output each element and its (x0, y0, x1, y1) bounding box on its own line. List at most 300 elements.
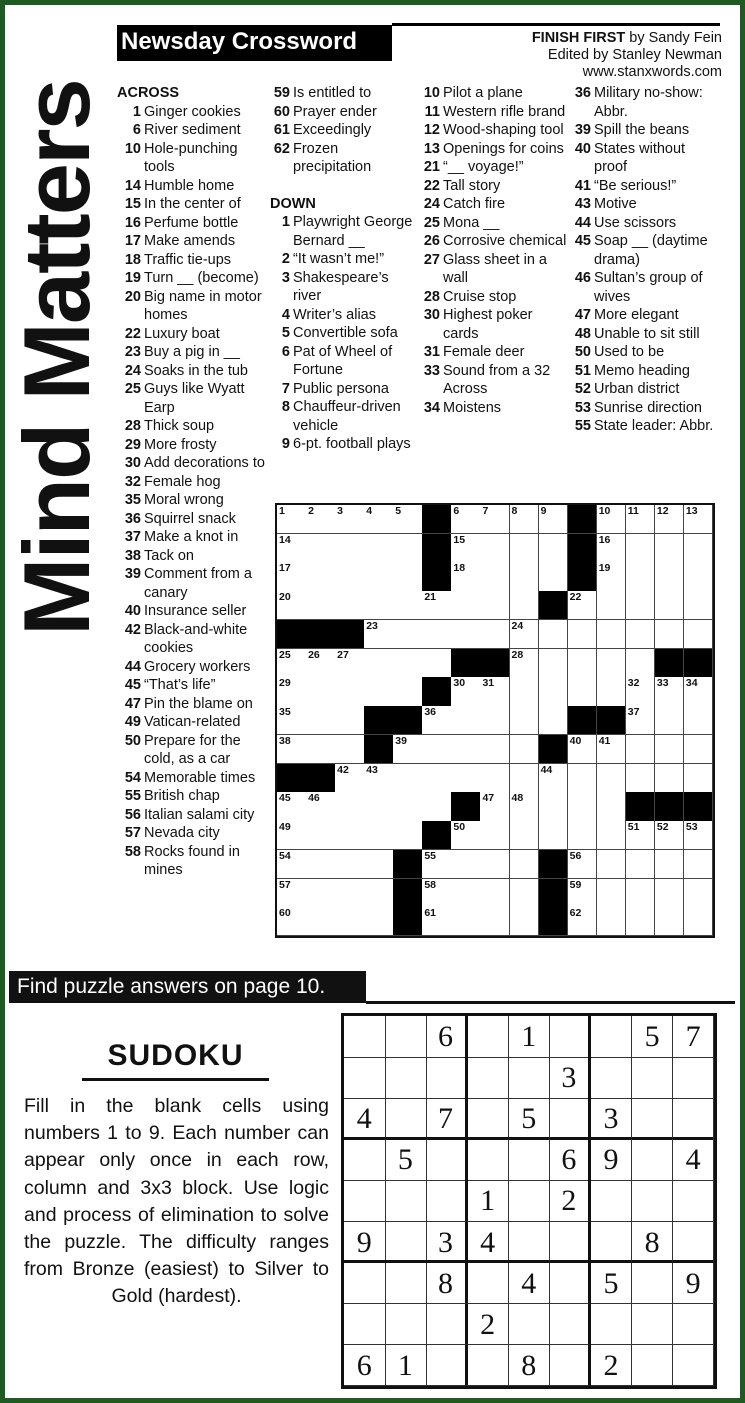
crossword-cell[interactable] (277, 735, 307, 764)
clue-number: 16 (124, 214, 141, 231)
crossword-cell[interactable] (655, 505, 685, 534)
sudoku-cell[interactable] (426, 1304, 468, 1346)
crossword-cell[interactable] (510, 792, 540, 821)
crossword-cell[interactable] (626, 591, 656, 620)
crossword-cell[interactable] (393, 764, 423, 793)
clue (418, 177, 568, 196)
crossword-cell[interactable] (510, 649, 540, 678)
crossword-cell[interactable] (626, 850, 656, 879)
clue-text: Spill the beans (594, 122, 690, 138)
crossword-cell[interactable] (393, 562, 423, 591)
sudoku-cell[interactable] (385, 1180, 427, 1222)
black-square (306, 620, 336, 649)
black-square (364, 735, 394, 764)
crossword-cell[interactable] (364, 505, 394, 534)
crossword-cell[interactable] (480, 620, 510, 649)
crossword-cell[interactable] (335, 505, 365, 534)
crossword-cell[interactable] (480, 850, 510, 879)
crossword-cell[interactable] (393, 649, 423, 678)
crossword-cell[interactable] (306, 649, 336, 678)
sudoku-cell[interactable] (591, 1180, 633, 1222)
crossword-cell[interactable] (335, 850, 365, 879)
crossword-cell[interactable] (655, 534, 685, 563)
crossword-cell[interactable] (480, 907, 510, 936)
crossword-cell[interactable] (568, 821, 598, 850)
crossword-cell[interactable] (451, 620, 481, 649)
crossword-cell[interactable] (655, 821, 685, 850)
crossword-cell[interactable] (510, 735, 540, 764)
clue-number: 2 (281, 251, 290, 267)
crossword-cell[interactable] (306, 879, 336, 908)
crossword-cell[interactable] (277, 649, 307, 678)
crossword-cell[interactable] (451, 764, 481, 793)
sudoku-cell[interactable] (385, 1263, 427, 1305)
crossword-cell[interactable] (626, 649, 656, 678)
sudoku-cell[interactable] (426, 1345, 468, 1387)
clue-text: Perfume bottle (144, 214, 239, 231)
sudoku-cell[interactable] (673, 1180, 715, 1222)
sudoku-cell[interactable] (591, 1016, 633, 1058)
sudoku-cell[interactable] (550, 1016, 592, 1058)
crossword-cell[interactable] (364, 879, 394, 908)
crossword-cell[interactable] (364, 907, 394, 936)
crossword-cell[interactable] (306, 706, 336, 735)
crossword-cell[interactable] (655, 620, 685, 649)
clue-column-4 (569, 84, 719, 436)
crossword-cell[interactable] (597, 562, 627, 591)
crossword-cell[interactable] (684, 850, 714, 879)
crossword-cell[interactable] (568, 879, 598, 908)
clue (569, 84, 719, 121)
crossword-cell[interactable] (568, 677, 598, 706)
clue-text: In the center of (144, 196, 241, 212)
crossword-cell[interactable] (597, 879, 627, 908)
crossword-cell[interactable] (335, 879, 365, 908)
crossword-cell[interactable] (480, 792, 510, 821)
sudoku-cell[interactable] (550, 1345, 592, 1387)
sudoku-cell[interactable] (550, 1098, 592, 1140)
clue-text: Sultan’s group of wives (594, 270, 703, 305)
crossword-cell[interactable] (510, 677, 540, 706)
crossword-cell[interactable] (539, 534, 569, 563)
sudoku-cell[interactable] (550, 1222, 592, 1264)
sudoku-cell[interactable] (467, 1345, 509, 1387)
crossword-cell[interactable] (451, 735, 481, 764)
crossword-cell[interactable] (568, 764, 598, 793)
sudoku-cell[interactable] (591, 1304, 633, 1346)
sudoku-cell[interactable] (632, 1263, 674, 1305)
clue-number: 14 (124, 177, 141, 194)
crossword-cell[interactable] (480, 505, 510, 534)
crossword-cell[interactable] (277, 850, 307, 879)
crossword-cell[interactable] (510, 562, 540, 591)
crossword-cell[interactable] (364, 677, 394, 706)
crossword-cell[interactable] (626, 821, 656, 850)
crossword-cell[interactable] (684, 706, 714, 735)
crossword-cell[interactable] (684, 620, 714, 649)
crossword-cell[interactable] (684, 821, 714, 850)
crossword-cell[interactable] (422, 907, 452, 936)
crossword-cell[interactable] (422, 735, 452, 764)
crossword-cell[interactable] (626, 706, 656, 735)
clue-number: 62 (273, 140, 290, 157)
clue-number: 1 (132, 103, 141, 120)
crossword-cell[interactable] (451, 562, 481, 591)
crossword-cell[interactable] (364, 591, 394, 620)
clue (569, 177, 719, 196)
crossword-cell[interactable] (597, 821, 627, 850)
crossword-cell[interactable] (306, 735, 336, 764)
sudoku-cell[interactable] (550, 1263, 592, 1305)
crossword-cell[interactable] (539, 821, 569, 850)
crossword-cell[interactable] (510, 706, 540, 735)
clue-column-1 (117, 84, 267, 880)
crossword-cell[interactable] (422, 591, 452, 620)
crossword-cell[interactable] (480, 677, 510, 706)
crossword-cell[interactable] (422, 792, 452, 821)
sudoku-cell[interactable] (385, 1057, 427, 1099)
crossword-cell[interactable] (277, 879, 307, 908)
crossword-cell[interactable] (451, 534, 481, 563)
crossword-cell[interactable] (655, 677, 685, 706)
crossword-cell[interactable] (655, 562, 685, 591)
crossword-cell[interactable] (451, 677, 481, 706)
clue-text: “That’s life” (144, 677, 216, 693)
sudoku-cell[interactable] (673, 1222, 715, 1264)
clue-text: Pin the blame on (144, 695, 253, 712)
crossword-cell[interactable] (597, 764, 627, 793)
crossword-cell[interactable] (364, 534, 394, 563)
sudoku-cell[interactable] (508, 1304, 550, 1346)
crossword-cell[interactable] (393, 505, 423, 534)
crossword-cell[interactable] (568, 735, 598, 764)
crossword-cell[interactable] (277, 821, 307, 850)
crossword-cell[interactable] (539, 649, 569, 678)
sudoku-cell[interactable] (385, 1304, 427, 1346)
crossword-cell[interactable] (335, 764, 365, 793)
crossword-cell[interactable] (451, 591, 481, 620)
sudoku-cell[interactable] (632, 1345, 674, 1387)
crossword-cell[interactable] (393, 677, 423, 706)
sudoku-cell[interactable] (550, 1304, 592, 1346)
cell-number: 51 (627, 821, 640, 834)
crossword-cell[interactable] (277, 562, 307, 591)
crossword-cell[interactable] (306, 792, 336, 821)
crossword-cell[interactable] (510, 879, 540, 908)
crossword-cell[interactable] (684, 591, 714, 620)
sudoku-cell[interactable] (591, 1222, 633, 1264)
crossword-cell[interactable] (684, 562, 714, 591)
crossword-cell[interactable] (364, 649, 394, 678)
clue-text: Shakespeare’s river (293, 269, 389, 304)
crossword-cell[interactable] (335, 907, 365, 936)
sudoku-cell[interactable] (673, 1057, 715, 1099)
crossword-cell[interactable] (684, 764, 714, 793)
crossword-cell[interactable] (451, 821, 481, 850)
sudoku-cell[interactable] (344, 1263, 386, 1305)
crossword-cell[interactable] (684, 505, 714, 534)
crossword-cell[interactable] (393, 534, 423, 563)
crossword-cell[interactable] (684, 735, 714, 764)
crossword-cell[interactable] (480, 764, 510, 793)
sudoku-cell[interactable] (632, 1098, 674, 1140)
crossword-cell[interactable] (393, 821, 423, 850)
sudoku-given: 5 (385, 1139, 427, 1181)
crossword-cell[interactable] (422, 649, 452, 678)
crossword-cell[interactable] (364, 764, 394, 793)
crossword-cell[interactable] (393, 735, 423, 764)
crossword-cell[interactable] (393, 792, 423, 821)
crossword-cell[interactable] (422, 764, 452, 793)
clue-number: 59 (273, 85, 290, 101)
black-square (655, 649, 685, 678)
crossword-cell[interactable] (655, 735, 685, 764)
crossword-cell[interactable] (597, 591, 627, 620)
crossword-cell[interactable] (597, 534, 627, 563)
black-square (393, 850, 423, 879)
crossword-cell[interactable] (539, 562, 569, 591)
crossword-cell[interactable] (597, 620, 627, 649)
cell-number: 37 (627, 706, 640, 719)
sudoku-given: 5 (591, 1263, 633, 1305)
sudoku-cell[interactable] (344, 1016, 386, 1058)
sudoku-cell[interactable] (426, 1139, 468, 1181)
crossword-cell[interactable] (655, 850, 685, 879)
sudoku-cell[interactable] (508, 1180, 550, 1222)
crossword-cell[interactable] (480, 534, 510, 563)
crossword-cell[interactable] (510, 821, 540, 850)
crossword-cell[interactable] (480, 591, 510, 620)
crossword-cell[interactable] (539, 505, 569, 534)
sudoku-cell[interactable] (508, 1222, 550, 1264)
sudoku-cell[interactable] (467, 1139, 509, 1181)
crossword-cell[interactable] (451, 850, 481, 879)
clue (117, 528, 267, 547)
crossword-cell[interactable] (568, 649, 598, 678)
crossword-cell[interactable] (480, 879, 510, 908)
crossword-cell[interactable] (277, 505, 307, 534)
cell-number: 3 (337, 505, 343, 517)
crossword-cell[interactable] (480, 735, 510, 764)
cell-number: 1 (279, 505, 285, 517)
sudoku-given: 9 (591, 1139, 633, 1181)
black-square (277, 620, 307, 649)
crossword-cell[interactable] (306, 505, 336, 534)
crossword-cell[interactable] (393, 591, 423, 620)
crossword-cell[interactable] (597, 649, 627, 678)
sudoku-given: 1 (467, 1180, 509, 1222)
crossword-cell[interactable] (277, 907, 307, 936)
crossword-cell[interactable] (422, 879, 452, 908)
crossword-cell[interactable] (335, 792, 365, 821)
sudoku-cell[interactable] (467, 1016, 509, 1058)
crossword-cell[interactable] (422, 706, 452, 735)
sudoku-cell[interactable] (344, 1180, 386, 1222)
sudoku-cell[interactable] (591, 1057, 633, 1099)
crossword-cell[interactable] (510, 591, 540, 620)
crossword-cell[interactable] (335, 821, 365, 850)
crossword-cell[interactable] (451, 505, 481, 534)
crossword-cell[interactable] (335, 534, 365, 563)
sudoku-cell[interactable] (467, 1098, 509, 1140)
crossword-cell[interactable] (539, 620, 569, 649)
sudoku-cell[interactable] (344, 1304, 386, 1346)
crossword-cell[interactable] (597, 735, 627, 764)
crossword-cell[interactable] (364, 792, 394, 821)
crossword-cell[interactable] (510, 907, 540, 936)
crossword-cell[interactable] (480, 821, 510, 850)
sudoku-cell[interactable] (385, 1016, 427, 1058)
crossword-cell[interactable] (480, 706, 510, 735)
crossword-cell[interactable] (277, 534, 307, 563)
crossword-cell[interactable] (568, 620, 598, 649)
crossword-cell[interactable] (597, 907, 627, 936)
crossword-cell[interactable] (684, 879, 714, 908)
sudoku-cell[interactable] (673, 1345, 715, 1387)
crossword-cell[interactable] (335, 562, 365, 591)
clue-number: 47 (124, 695, 141, 712)
crossword-cell[interactable] (539, 677, 569, 706)
sudoku-cell[interactable] (344, 1057, 386, 1099)
sudoku-cell[interactable] (426, 1057, 468, 1099)
clue-number: 37 (124, 529, 141, 545)
crossword-cell[interactable] (335, 649, 365, 678)
crossword-cell[interactable] (655, 591, 685, 620)
crossword-cell[interactable] (306, 534, 336, 563)
sudoku-cell[interactable] (385, 1222, 427, 1264)
crossword-cell[interactable] (335, 591, 365, 620)
crossword-cell[interactable] (277, 792, 307, 821)
crossword-cell[interactable] (568, 907, 598, 936)
crossword-cell[interactable] (655, 706, 685, 735)
crossword-cell[interactable] (510, 850, 540, 879)
sudoku-cell[interactable] (508, 1057, 550, 1099)
sudoku-cell[interactable] (673, 1304, 715, 1346)
crossword-cell[interactable] (539, 764, 569, 793)
crossword-cell[interactable] (568, 792, 598, 821)
sudoku-cell[interactable] (632, 1057, 674, 1099)
crossword-cell[interactable] (451, 879, 481, 908)
cell-number: 44 (540, 763, 553, 776)
crossword-cell[interactable] (655, 907, 685, 936)
crossword-cell[interactable] (393, 620, 423, 649)
clue-number: 55 (574, 418, 591, 434)
crossword-cell[interactable] (684, 677, 714, 706)
crossword-cell[interactable] (626, 764, 656, 793)
clue-number: 47 (574, 307, 591, 323)
clue-text: Humble home (144, 177, 235, 194)
clue-text: Big name in motor homes (144, 288, 262, 323)
crossword-cell[interactable] (451, 907, 481, 936)
crossword-cell[interactable] (277, 706, 307, 735)
crossword-cell[interactable] (364, 850, 394, 879)
crossword-cell[interactable] (306, 821, 336, 850)
sudoku-cell[interactable] (632, 1139, 674, 1181)
crossword-cell[interactable] (597, 677, 627, 706)
crossword-cell[interactable] (626, 735, 656, 764)
crossword-cell[interactable] (510, 764, 540, 793)
crossword-cell[interactable] (626, 677, 656, 706)
clue-text: Black-and-white cookies (144, 621, 248, 656)
sudoku-cell[interactable] (344, 1139, 386, 1181)
crossword-cell[interactable] (277, 677, 307, 706)
crossword-cell[interactable] (306, 562, 336, 591)
crossword-cell[interactable] (539, 706, 569, 735)
crossword-cell[interactable] (626, 879, 656, 908)
crossword-cell[interactable] (306, 677, 336, 706)
clue-number: 40 (574, 140, 591, 157)
clue-column-3 (418, 84, 568, 417)
clue (569, 343, 719, 362)
clue-number: 51 (574, 362, 591, 379)
crossword-cell[interactable] (626, 562, 656, 591)
clue-number: 48 (574, 325, 591, 342)
crossword-cell[interactable] (451, 706, 481, 735)
crossword-cell[interactable] (510, 505, 540, 534)
sudoku-cell[interactable] (632, 1304, 674, 1346)
crossword-cell[interactable] (480, 562, 510, 591)
crossword-cell[interactable] (422, 620, 452, 649)
crossword-cell[interactable] (306, 591, 336, 620)
sudoku-cell[interactable] (673, 1098, 715, 1140)
crossword-cell[interactable] (277, 591, 307, 620)
crossword-cell[interactable] (684, 907, 714, 936)
crossword-cell[interactable] (597, 505, 627, 534)
crossword-cell[interactable] (306, 907, 336, 936)
cell-number: 50 (453, 821, 466, 834)
clue (418, 288, 568, 307)
sudoku-cell[interactable] (632, 1180, 674, 1222)
clue-number: 39 (124, 566, 141, 582)
crossword-cell[interactable] (335, 735, 365, 764)
crossword-cell[interactable] (364, 821, 394, 850)
crossword-cell[interactable] (364, 620, 394, 649)
clue-text: Memo heading (594, 362, 690, 379)
sudoku-cell[interactable] (467, 1057, 509, 1099)
sudoku-cell[interactable] (467, 1263, 509, 1305)
crossword-cell[interactable] (364, 562, 394, 591)
crossword-cell[interactable] (510, 620, 540, 649)
clue (270, 269, 420, 306)
crossword-cell[interactable] (626, 534, 656, 563)
crossword-cell[interactable] (655, 764, 685, 793)
sudoku-given: 2 (591, 1345, 633, 1387)
clue-number: 36 (574, 85, 591, 101)
crossword-cell[interactable] (335, 706, 365, 735)
crossword-cell[interactable] (335, 677, 365, 706)
crossword-cell[interactable] (684, 534, 714, 563)
crossword-cell[interactable] (306, 850, 336, 879)
crossword-cell[interactable] (655, 879, 685, 908)
crossword-cell[interactable] (422, 850, 452, 879)
clue (418, 214, 568, 233)
cell-number: 58 (424, 878, 437, 891)
crossword-cell[interactable] (626, 505, 656, 534)
crossword-cell[interactable] (626, 907, 656, 936)
crossword-cell[interactable] (510, 534, 540, 563)
sudoku-title-rule (82, 1078, 269, 1081)
sudoku-cell[interactable] (426, 1180, 468, 1222)
sudoku-cell[interactable] (508, 1139, 550, 1181)
crossword-cell[interactable] (597, 792, 627, 821)
crossword-cell[interactable] (568, 850, 598, 879)
crossword-cell[interactable] (568, 591, 598, 620)
clue-text: Corrosive chemical (443, 233, 567, 249)
crossword-cell[interactable] (597, 850, 627, 879)
crossword-cell[interactable] (539, 792, 569, 821)
sudoku-cell[interactable] (385, 1098, 427, 1140)
crossword-cell[interactable] (626, 620, 656, 649)
